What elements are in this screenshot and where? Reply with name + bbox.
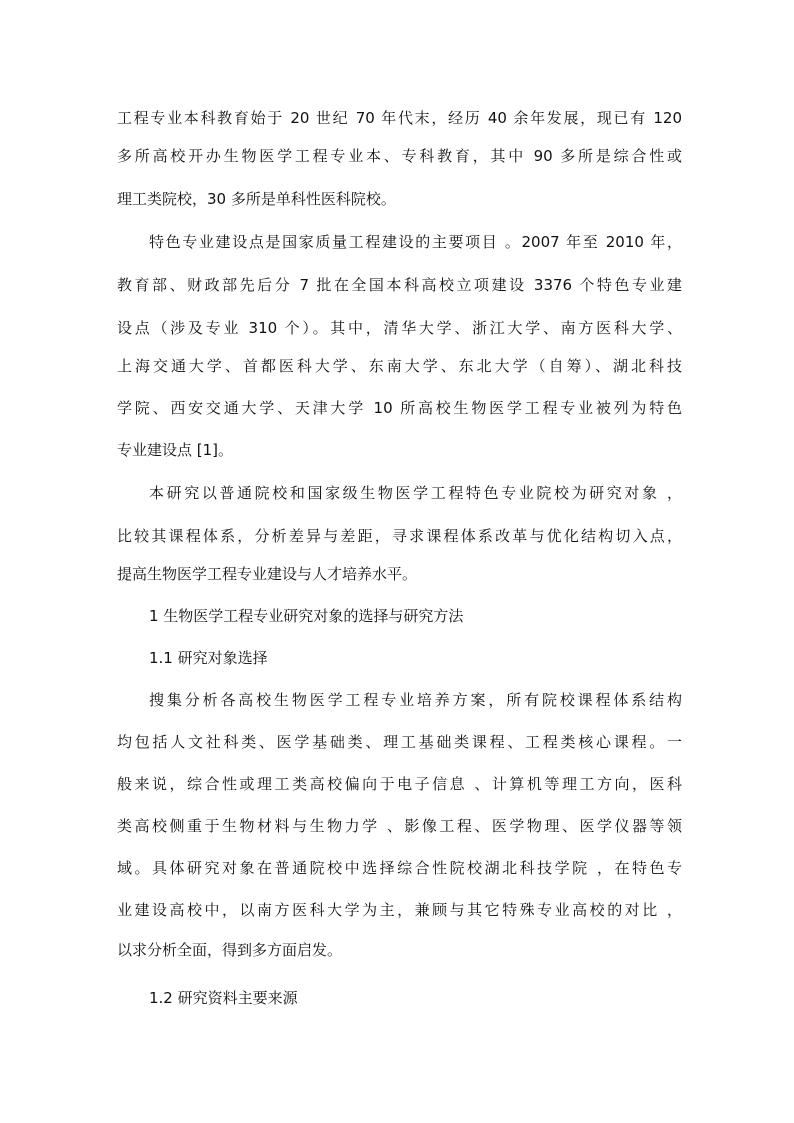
paragraph-line: 均包括人文社科类、医学基础类、理工基础类课程、工程类核心课程。一 — [117, 733, 682, 751]
paragraph-line: 专业建设点 [1]。 — [117, 441, 234, 459]
paragraph-line: 业建设高校中，以南方医科大学为主，兼顾与其它特殊专业高校的对比 ， — [117, 901, 682, 919]
paragraph-line: 比较其课程体系，分析差异与差距，寻求课程体系改革与优化结构切入点， — [117, 527, 682, 545]
paragraph-line: 以求分析全面，得到多方面启发。 — [117, 941, 343, 959]
paragraph-line: 理工类院校，30 多所是单科性医科院校。 — [117, 190, 396, 208]
paragraph-line: 本研究以普通院校和国家级生物医学工程特色专业院校为研究对象 ， — [149, 484, 682, 502]
paragraph-line: 学院、西安交通大学、天津大学 10 所高校生物医学工程专业被列为特色 — [117, 399, 682, 417]
subsection-heading: 1.1 研究对象选择 — [149, 649, 268, 667]
paragraph-line: 提高生物医学工程专业建设与人才培养水平。 — [117, 565, 418, 583]
paragraph-line: 域。具体研究对象在普通院校中选择综合性院校湖北科技学院 ，在特色专 — [117, 859, 682, 877]
paragraph-line: 设点（涉及专业 310 个）。其中，清华大学、浙江大学、南方医科大学、 — [117, 319, 682, 337]
paragraph-line: 般来说，综合性或理工类高校偏向于电子信息 、计算机等理工方向，医科 — [117, 775, 682, 793]
paragraph-line: 搜集分析各高校生物医学工程专业培养方案，所有院校课程体系结构 — [149, 691, 682, 709]
paragraph-line: 多所高校开办生物医学工程专业本、专科教育，其中 90 多所是综合性或 — [117, 147, 682, 165]
paragraph-line: 教育部、财政部先后分 7 批在全国本科高校立项建设 3376 个特色专业建 — [117, 276, 682, 294]
paragraph-line: 类高校侧重于生物材料与生物力学 、影像工程、医学物理、医学仪器等领 — [117, 817, 682, 835]
paragraph-line: 上海交通大学、首都医科大学、东南大学、东北大学（自筹）、湖北科技 — [117, 357, 682, 375]
section-heading: 1 生物医学工程专业研究对象的选择与研究方法 — [149, 607, 464, 625]
paragraph-line: 特色专业建设点是国家质量工程建设的主要项目 。2007 年至 2010 年， — [149, 233, 682, 251]
subsection-heading: 1.2 研究资料主要来源 — [149, 989, 298, 1007]
paragraph-line: 工程专业本科教育始于 20 世纪 70 年代末，经历 40 余年发展，现已有 120 — [117, 109, 682, 127]
